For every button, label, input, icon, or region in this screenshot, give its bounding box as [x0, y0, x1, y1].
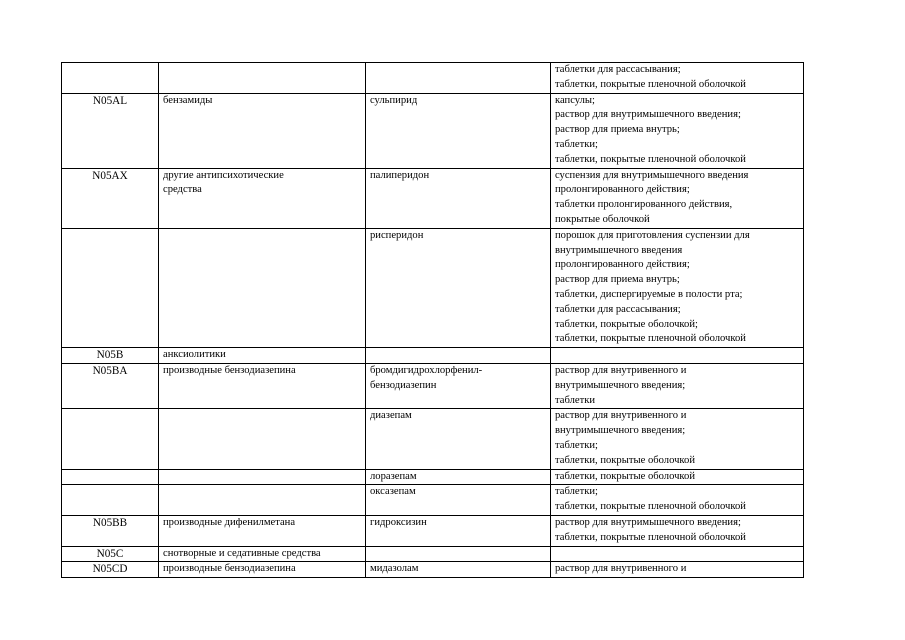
- group-cell: [159, 363, 366, 408]
- group-cell: [159, 469, 366, 485]
- table-row: [62, 546, 804, 562]
- group-cell: [159, 562, 366, 578]
- group-line: производные бензодиазепина: [163, 563, 296, 575]
- group-cell: [159, 63, 366, 94]
- group-cell: [159, 546, 366, 562]
- drug-name-cell: [366, 93, 551, 168]
- atc-code-cell: N05BB: [62, 515, 159, 546]
- group-cell: [159, 485, 366, 516]
- dosage-forms-cell: [551, 168, 804, 228]
- dosage-forms-cell: [551, 469, 804, 485]
- drug-name-line: сульпирид: [370, 94, 418, 106]
- group-cell: [159, 93, 366, 168]
- group-cell: [159, 515, 366, 546]
- dosage-forms-line: таблетки для рассасывания;: [555, 303, 681, 315]
- atc-code-cell: [62, 485, 159, 516]
- group-line: анксиолитики: [163, 349, 226, 361]
- drug-name-line: оксазепам: [370, 486, 416, 498]
- drug-table-body: [62, 63, 804, 578]
- dosage-forms-line: раствор для внутривенного и: [555, 410, 687, 422]
- dosage-forms-line: суспензия для внутримышечного введения: [555, 169, 749, 181]
- atc-code-cell: N05AL: [62, 93, 159, 168]
- group-line: бензамиды: [163, 94, 213, 106]
- dosage-forms-cell: [551, 562, 804, 578]
- drug-name-line: бромдигидрохлорфенил-: [370, 364, 483, 376]
- dosage-forms-line: капсулы;: [555, 94, 595, 106]
- dosage-forms-line: раствор для внутримышечного введения;: [555, 109, 741, 121]
- dosage-forms-cell: [551, 546, 804, 562]
- atc-code-cell: [62, 469, 159, 485]
- dosage-forms-line: таблетки, покрытые пленочной оболочкой: [555, 333, 746, 345]
- dosage-forms-cell: [551, 363, 804, 408]
- table-row: [62, 228, 804, 347]
- drug-name-line: гидроксизин: [370, 516, 427, 528]
- table-row: [62, 93, 804, 168]
- atc-code-cell: N05CD: [62, 562, 159, 578]
- drug-name-cell: [366, 168, 551, 228]
- dosage-forms-line: таблетки, покрытые пленочной оболочкой: [555, 78, 746, 90]
- table-row: [62, 515, 804, 546]
- dosage-forms-line: таблетки;: [555, 486, 598, 498]
- dosage-forms-cell: [551, 409, 804, 469]
- drug-name-cell: [366, 63, 551, 94]
- table-row: [62, 363, 804, 408]
- dosage-forms-cell: [551, 348, 804, 364]
- drug-name-cell: [366, 515, 551, 546]
- dosage-forms-line: таблетки, покрытые оболочкой: [555, 470, 695, 482]
- table-row: [62, 409, 804, 469]
- dosage-forms-line: раствор для внутримышечного введения;: [555, 516, 741, 528]
- drug-table: [61, 62, 804, 578]
- dosage-forms-line: раствор для внутривенного и: [555, 364, 687, 376]
- dosage-forms-cell: [551, 93, 804, 168]
- atc-code-cell: [62, 228, 159, 347]
- group-line: производные дифенилметана: [163, 516, 296, 528]
- table-row: [62, 485, 804, 516]
- dosage-forms-line: порошок для приготовления суспензии для: [555, 229, 750, 241]
- atc-code-cell: N05BA: [62, 363, 159, 408]
- table-row: [62, 469, 804, 485]
- drug-name-cell: [366, 228, 551, 347]
- dosage-forms-line: таблетки: [555, 394, 596, 406]
- dosage-forms-line: пролонгированного действия;: [555, 259, 690, 271]
- group-line: снотворные и седативные средства: [163, 547, 321, 559]
- dosage-forms-line: таблетки, покрытые пленочной оболочкой: [555, 153, 746, 165]
- table-row: [62, 168, 804, 228]
- drug-name-line: мидазолам: [370, 563, 419, 575]
- dosage-forms-line: раствор для внутривенного и: [555, 563, 687, 575]
- drug-name-cell: [366, 562, 551, 578]
- drug-name-line: лоразепам: [370, 470, 417, 482]
- drug-name-cell: [366, 409, 551, 469]
- group-cell: [159, 409, 366, 469]
- table-row: [62, 562, 804, 578]
- dosage-forms-line: покрытые оболочкой: [555, 213, 650, 225]
- drug-name-cell: [366, 348, 551, 364]
- dosage-forms-line: таблетки, покрытые оболочкой: [555, 454, 695, 466]
- drug-name-line: бензодиазепин: [370, 379, 437, 391]
- dosage-forms-line: внутримышечного введения: [555, 244, 683, 256]
- dosage-forms-line: таблетки пролонгированного действия,: [555, 199, 733, 211]
- dosage-forms-line: раствор для приема внутрь;: [555, 124, 680, 136]
- group-cell: [159, 168, 366, 228]
- group-cell: [159, 228, 366, 347]
- dosage-forms-line: внутримышечного введения;: [555, 425, 686, 437]
- group-line: производные бензодиазепина: [163, 364, 296, 376]
- dosage-forms-line: таблетки, диспергируемые в полости рта;: [555, 288, 743, 300]
- drug-name-cell: [366, 546, 551, 562]
- table-row: [62, 63, 804, 94]
- group-cell: [159, 348, 366, 364]
- drug-name-cell: [366, 363, 551, 408]
- dosage-forms-cell: [551, 63, 804, 94]
- atc-code-cell: [62, 63, 159, 94]
- drug-name-line: диазепам: [370, 410, 412, 422]
- group-line: средства: [163, 184, 202, 196]
- dosage-forms-cell: [551, 485, 804, 516]
- atc-code-cell: [62, 409, 159, 469]
- atc-code-cell: N05B: [62, 348, 159, 364]
- drug-name-cell: [366, 485, 551, 516]
- dosage-forms-line: таблетки;: [555, 439, 598, 451]
- dosage-forms-line: таблетки для рассасывания;: [555, 64, 681, 75]
- dosage-forms-line: пролонгированного действия;: [555, 184, 690, 196]
- group-line: другие антипсихотические: [163, 169, 284, 181]
- drug-name-line: палиперидон: [370, 169, 430, 181]
- atc-code-cell: N05AX: [62, 168, 159, 228]
- dosage-forms-line: таблетки, покрытые пленочной оболочкой: [555, 501, 746, 513]
- dosage-forms-cell: [551, 515, 804, 546]
- dosage-forms-line: раствор для приема внутрь;: [555, 274, 680, 286]
- dosage-forms-line: внутримышечного введения;: [555, 379, 686, 391]
- dosage-forms-line: таблетки, покрытые оболочкой;: [555, 318, 698, 330]
- dosage-forms-cell: [551, 228, 804, 347]
- table-row: [62, 348, 804, 364]
- atc-code-cell: N05C: [62, 546, 159, 562]
- drug-name-line: рисперидон: [370, 229, 424, 241]
- drug-name-cell: [366, 469, 551, 485]
- dosage-forms-line: таблетки;: [555, 138, 598, 150]
- dosage-forms-line: таблетки, покрытые пленочной оболочкой: [555, 531, 746, 543]
